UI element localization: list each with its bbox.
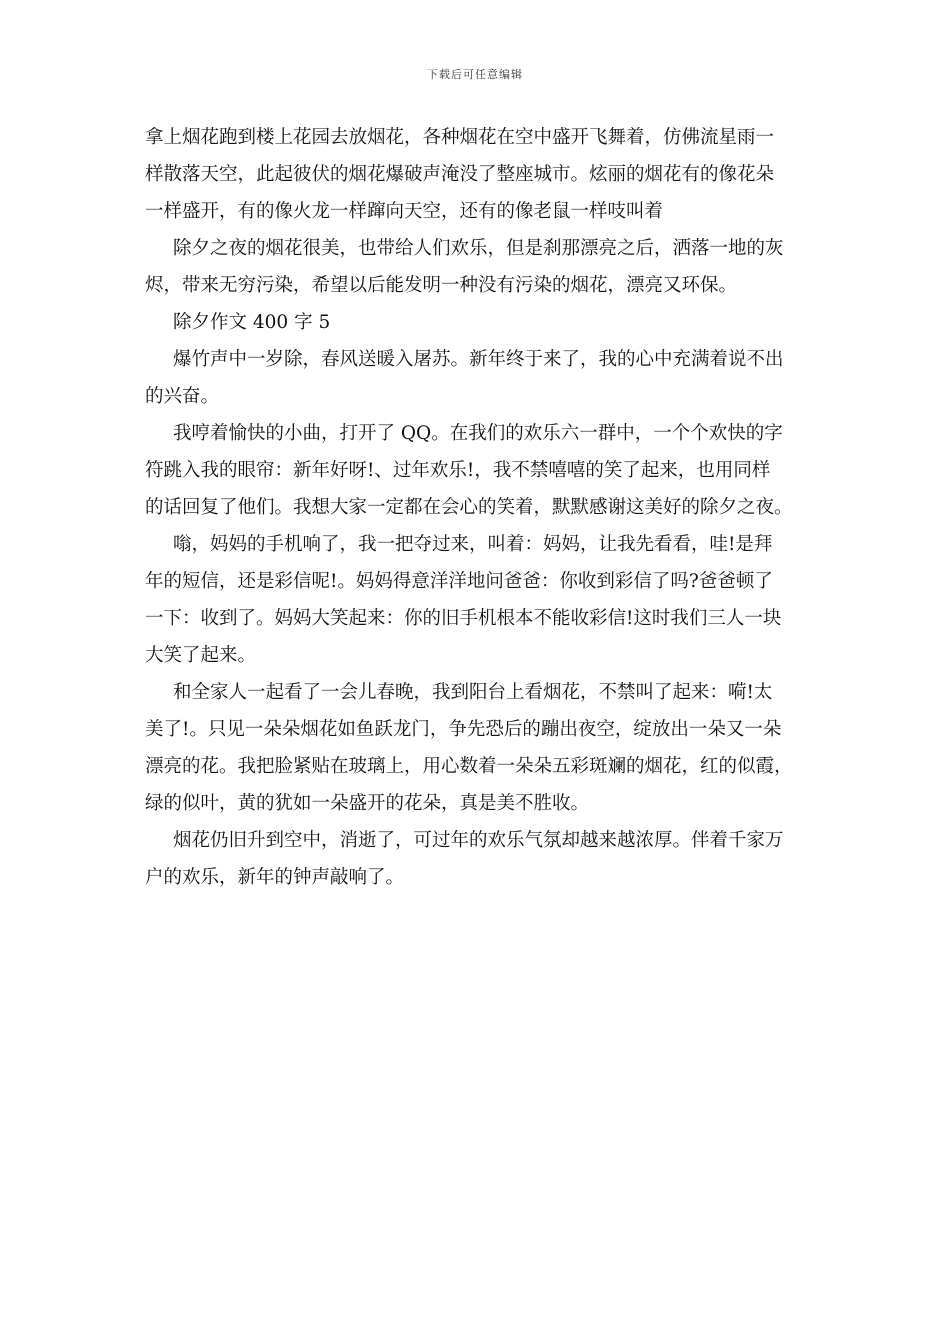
heading-line: 除夕作文 400 字 5 [173,312,331,333]
text-line: 一下：收到了。妈妈大笑起来：你的旧手机根本不能收彩信!这时我们三人一块 [145,608,782,629]
text-line: 户的欢乐，新年的钟声敲响了。 [145,867,405,888]
document-body [145,119,825,896]
page-header: 下载后可任意编辑 [427,68,523,81]
text-line: 烟花仍旧升到空中，消逝了，可过年的欢乐气氛却越来越浓厚。伴着千家万 [173,830,784,851]
text-line: 大笑了起来。 [145,645,257,666]
paragraph-7 [145,822,825,896]
text-line: 符跳入我的眼帘：新年好呀!、过年欢乐!，我不禁嘻嘻的笑了起来，也用同样 [145,460,771,481]
text-line: 除夕之夜的烟花很美，也带给人们欢乐，但是刹那漂亮之后，洒落一地的灰 [173,238,784,259]
paragraph-5 [145,526,825,674]
text-line: 我哼着愉快的小曲，打开了 QQ。在我们的欢乐六一群中，一个个欢快的字 [173,423,783,444]
text-line: 样散落天空，此起彼伏的烟花爆破声淹没了整座城市。炫丽的烟花有的像花朵 [145,164,775,185]
text-line: 的话回复了他们。我想大家一定都在会心的笑着，默默感谢这美好的除夕之夜。 [145,497,793,518]
section-heading [145,304,825,341]
text-line: 烬，带来无穷污染，希望以后能发明一种没有污染的烟花，漂亮又环保。 [145,275,738,296]
text-line: 嗡，妈妈的手机响了，我一把夺过来，叫着：妈妈，让我先看看，哇!是拜 [173,534,773,555]
paragraph-4 [145,415,825,526]
text-line: 漂亮的花。我把脸紧贴在玻璃上，用心数着一朵朵五彩斑斓的烟花，红的似霞， [145,756,793,777]
text-line: 和全家人一起看了一会儿春晚，我到阳台上看烟花，不禁叫了起来：嗬!太 [173,682,773,703]
text-line: 的兴奋。 [145,386,220,407]
text-line: 爆竹声中一岁除，春风送暖入屠苏。新年终于来了，我的心中充满着说不出 [173,349,784,370]
text-line: 年的短信，还是彩信呢!。妈妈得意洋洋地问爸爸：你收到彩信了吗?爸爸顿了 [145,571,773,592]
paragraph-1 [145,119,825,230]
text-line: 拿上烟花跑到楼上花园去放烟花，各种烟花在空中盛开飞舞着，仿佛流星雨一 [145,127,775,148]
paragraph-6 [145,674,825,822]
paragraph-2 [145,230,825,304]
text-line: 美了!。只见一朵朵烟花如鱼跃龙门，争先恐后的蹦出夜空，绽放出一朵又一朵 [145,719,782,740]
text-line: 一样盛开，有的像火龙一样蹿向天空，还有的像老鼠一样吱叫着 [145,201,664,222]
text-line: 绿的似叶，黄的犹如一朵盛开的花朵，真是美不胜收。 [145,793,590,814]
paragraph-3 [145,341,825,415]
